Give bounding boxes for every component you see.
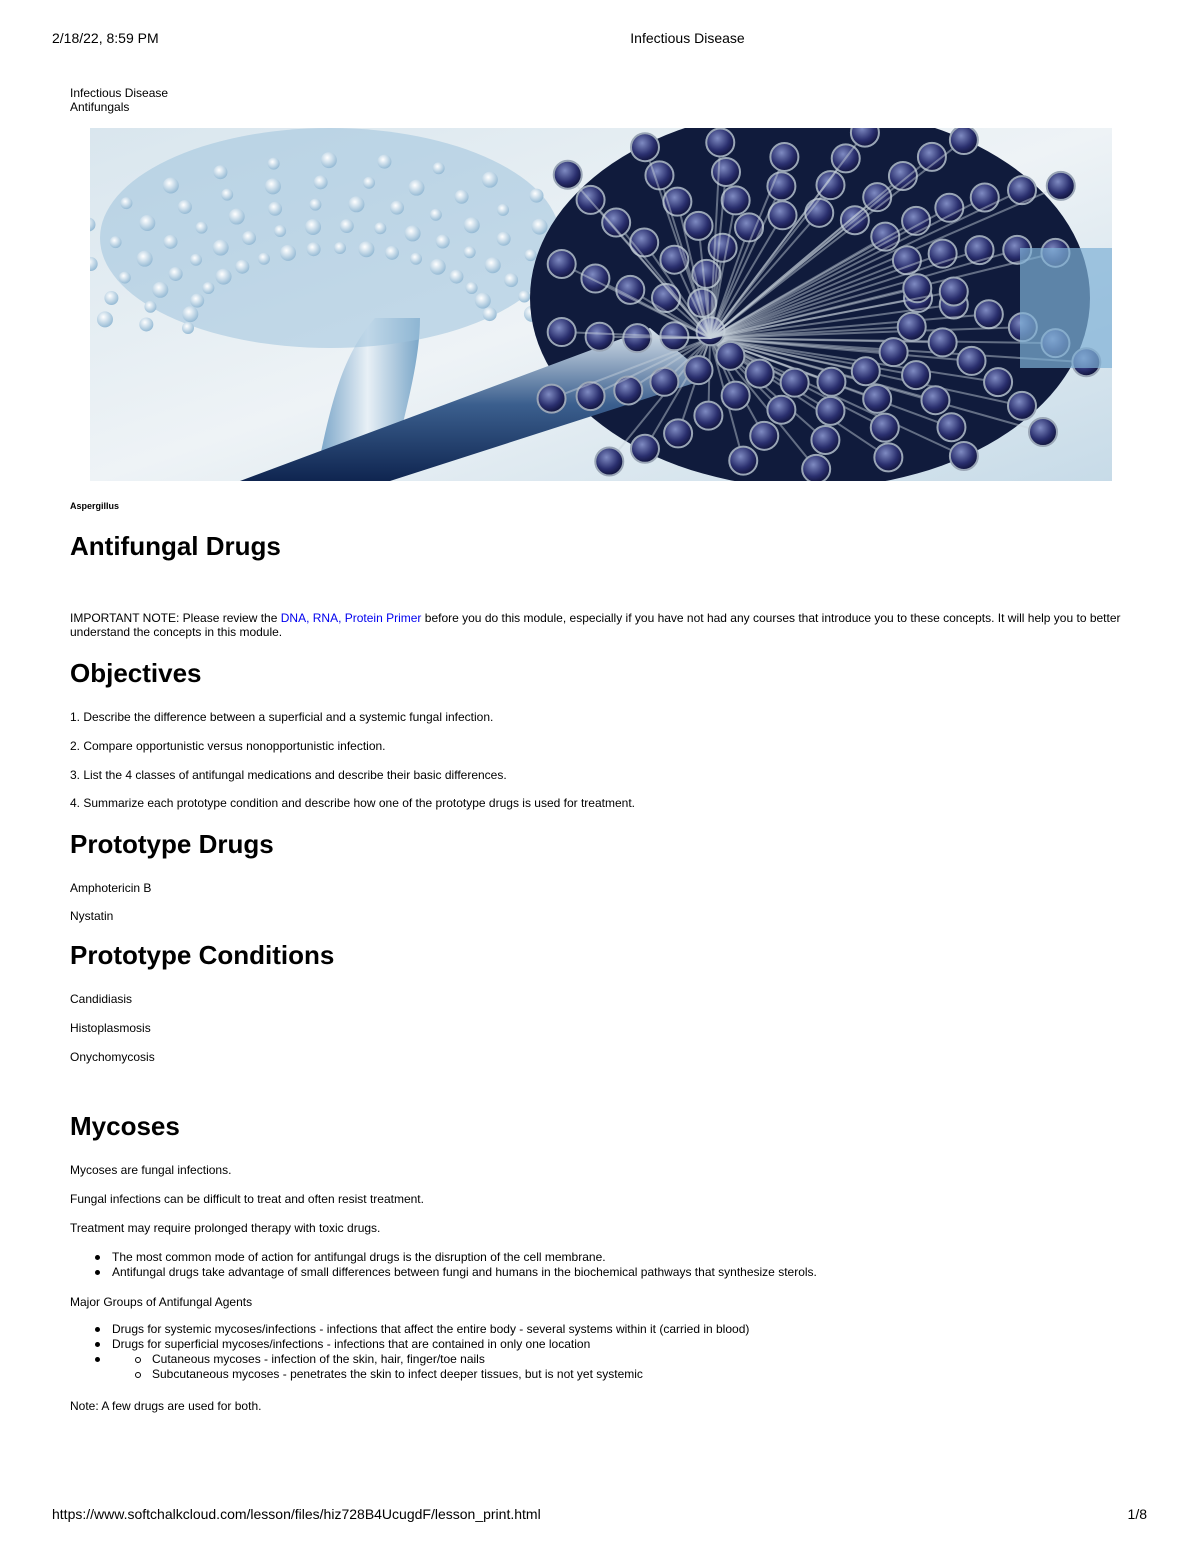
objective-item: 1. Describe the difference between a superficial and a systemic fungal infection. <box>70 710 494 724</box>
mycoses-bullet-list <box>92 1250 817 1280</box>
major-groups-list <box>92 1322 749 1382</box>
sub-list <box>132 1352 749 1382</box>
note-text-before: IMPORTANT NOTE: Please review the <box>70 611 281 625</box>
prototype-drug-item: Nystatin <box>70 909 114 923</box>
aspergillus-image <box>90 128 1112 481</box>
primer-link[interactable]: DNA, RNA, Protein Primer <box>280 611 422 625</box>
important-note <box>70 611 1140 639</box>
objective-item: 3. List the 4 classes of antifungal medications and describe their basic differences. <box>70 768 507 782</box>
breadcrumb <box>70 86 1140 114</box>
objective-item: 2. Compare opportunistic versus nonopportunistic infection. <box>70 739 386 753</box>
list-item: Antifungal drugs take advantage of small differences between fungi and humans in the biochemical pathways that synthesize sterols. <box>92 1265 817 1280</box>
mycoses-footnote: Note: A few drugs are used for both. <box>70 1399 262 1413</box>
prototype-drugs-heading: Prototype Drugs <box>70 829 274 859</box>
page-title: Antifungal Drugs <box>70 531 281 561</box>
sub-list-container <box>92 1352 749 1382</box>
image-caption: Aspergillus <box>70 501 120 511</box>
major-groups-label: Major Groups of Antifungal Agents <box>70 1295 253 1309</box>
print-datetime: 2/18/22, 8:59 PM <box>52 30 159 46</box>
objective-item: 4. Summarize each prototype condition and describe how one of the prototype drugs is used for treatment. <box>70 796 635 810</box>
objectives-heading: Objectives <box>70 658 202 688</box>
breadcrumb-lesson[interactable]: Antifungals <box>70 100 130 114</box>
mycoses-heading: Mycoses <box>70 1111 180 1141</box>
page-number: 1/8 <box>1127 1506 1147 1522</box>
list-item: The most common mode of action for antifungal drugs is the disruption of the cell membrane. <box>92 1250 817 1265</box>
mycoses-paragraph: Treatment may require prolonged therapy with toxic drugs. <box>70 1221 381 1235</box>
mycoses-paragraph: Fungal infections can be difficult to treat and often resist treatment. <box>70 1192 424 1206</box>
list-item: Drugs for superficial mycoses/infections - infections that are contained in only one location <box>92 1337 749 1352</box>
prototype-conditions-heading: Prototype Conditions <box>70 940 335 970</box>
list-item: Subcutaneous mycoses - penetrates the skin to infect deeper tissues, but is not yet systemic <box>132 1367 749 1382</box>
list-item: Drugs for systemic mycoses/infections - infections that affect the entire body - several systems within it (carried in blood) <box>92 1322 749 1337</box>
breadcrumb-course[interactable]: Infectious Disease <box>70 86 169 100</box>
prototype-condition-item: Histoplasmosis <box>70 1021 151 1035</box>
list-item: Cutaneous mycoses - infection of the skin, hair, finger/toe nails <box>132 1352 749 1367</box>
print-url: https://www.softchalkcloud.com/lesson/files/hiz728B4UcugdF/lesson_print.html <box>52 1506 541 1522</box>
prototype-drug-item: Amphotericin B <box>70 881 152 895</box>
print-title: Infectious Disease <box>630 30 745 46</box>
prototype-condition-item: Onychomycosis <box>70 1050 155 1064</box>
note-text-after: before you do this module, especially if you have not had any courses that introduce you to these concepts. It will help you to better understand the concepts in this module. <box>70 611 1121 639</box>
prototype-condition-item: Candidiasis <box>70 992 133 1006</box>
mycoses-paragraph: Mycoses are fungal infections. <box>70 1163 232 1177</box>
